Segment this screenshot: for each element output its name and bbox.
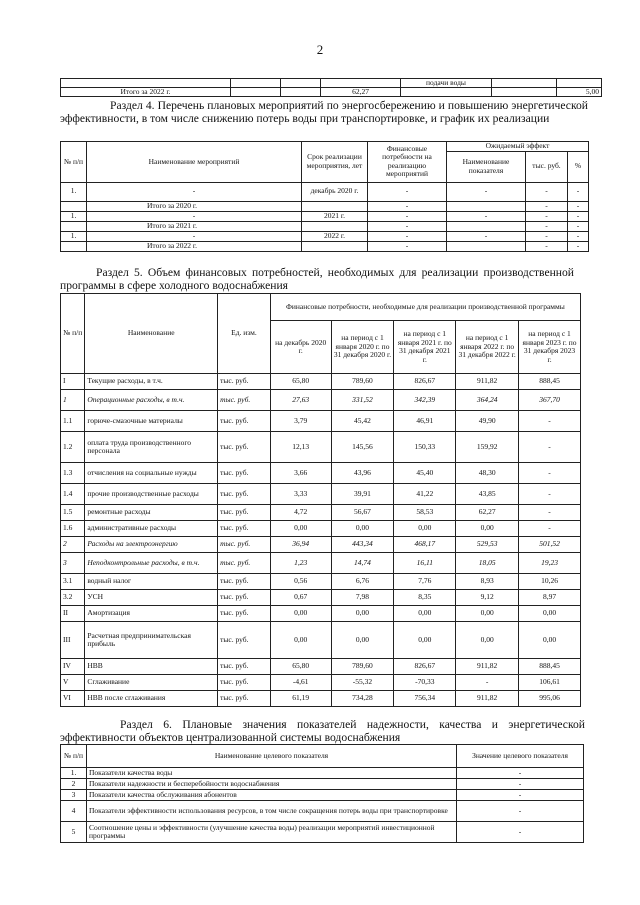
s5-num: 2	[61, 537, 85, 553]
s5-value: 43,96	[331, 463, 394, 484]
s4-num	[61, 201, 87, 211]
s5-name: УСН	[85, 590, 218, 606]
s5-value: 0,00	[331, 606, 394, 622]
s5-num: 1.2	[61, 432, 85, 463]
s5-value: 150,33	[394, 432, 456, 463]
total-last: 5,00	[557, 88, 602, 97]
s5-value: -	[519, 463, 581, 484]
s5-num: VI	[61, 691, 85, 707]
s5-unit: тыс. руб.	[218, 659, 271, 675]
s5-value: 364,24	[456, 390, 519, 411]
s4-pct: -	[568, 201, 589, 211]
s5-value: 911,82	[456, 374, 519, 390]
s5-value: 0,00	[270, 521, 331, 537]
s5-value: 49,90	[456, 411, 519, 432]
s5-value: 0,00	[519, 622, 581, 659]
s4-pct: -	[568, 231, 589, 241]
s4-name: -	[87, 211, 302, 221]
s4-rub: -	[526, 201, 568, 211]
s5-header-p4: на период с 1 января 2022 г. по 31 декабря 2022 г.	[456, 321, 519, 374]
continuation-cell: подачи воды	[401, 79, 492, 88]
s4-name: Итого за 2022 г.	[87, 241, 302, 251]
s5-name: НВВ после сглаживания	[85, 691, 218, 707]
s4-fin: -	[368, 231, 447, 241]
s5-value: 995,06	[519, 691, 581, 707]
s6-name: Показатели качества обслуживания абонентов	[87, 790, 457, 801]
s4-num: 1.	[61, 231, 87, 241]
s5-num: 1.1	[61, 411, 85, 432]
section4-table	[60, 141, 589, 252]
s5-value: 18,05	[456, 553, 519, 574]
table-row	[61, 374, 581, 390]
s4-rub: -	[526, 231, 568, 241]
s5-name: Расчетная предпринимательская прибыль	[85, 622, 218, 659]
section4-title: Раздел 4. Перечень плановых мероприятий по энергосбережению и повышению энергетической эффективности, в том числе снижению потерь воды при транспортировке, и график их реализации	[60, 99, 588, 125]
section5-table	[60, 293, 581, 707]
section6-table	[60, 744, 584, 843]
s5-value: 468,17	[394, 537, 456, 553]
s5-value: 8,35	[394, 590, 456, 606]
table-row	[61, 790, 584, 801]
s4-pct: -	[568, 182, 589, 201]
s4-fin: -	[368, 211, 447, 221]
s5-value: 501,52	[519, 537, 581, 553]
s5-value: 0,00	[456, 622, 519, 659]
s5-header-unit: Ед. изм.	[218, 294, 271, 374]
s6-num: 3	[61, 790, 87, 801]
table-row	[61, 691, 581, 707]
s5-value: 826,67	[394, 374, 456, 390]
s4-term	[302, 201, 368, 211]
s5-value: -	[519, 484, 581, 505]
s5-unit: тыс. руб.	[218, 537, 271, 553]
s5-value: 61,19	[270, 691, 331, 707]
s5-num: 3.2	[61, 590, 85, 606]
s5-num: II	[61, 606, 85, 622]
s5-value: 789,60	[331, 374, 394, 390]
s5-unit: тыс. руб.	[218, 675, 271, 691]
s6-header-name: Наименование целевого показателя	[87, 745, 457, 768]
s5-name: Текущие расходы, в т.ч.	[85, 374, 218, 390]
s4-num	[61, 241, 87, 251]
s5-num: 1.4	[61, 484, 85, 505]
s6-num: 4	[61, 801, 87, 822]
s5-name: оплата труда производственного персонала	[85, 432, 218, 463]
s4-fin: -	[368, 221, 447, 231]
table-row	[61, 574, 581, 590]
s5-value: 46,91	[394, 411, 456, 432]
total-label: Итого за 2022 г.	[61, 88, 231, 97]
s5-value: 0,56	[270, 574, 331, 590]
s5-value: 41,22	[394, 484, 456, 505]
s5-unit: тыс. руб.	[218, 484, 271, 505]
s5-unit: тыс. руб.	[218, 691, 271, 707]
s5-value: 342,39	[394, 390, 456, 411]
table-row	[61, 201, 589, 211]
table-row	[61, 241, 589, 251]
table-row	[61, 675, 581, 691]
s5-value: 43,85	[456, 484, 519, 505]
s5-value: 0,00	[331, 521, 394, 537]
table-row	[61, 768, 584, 779]
s5-unit: тыс. руб.	[218, 463, 271, 484]
s5-value: 0,00	[270, 606, 331, 622]
s5-value: 10,26	[519, 574, 581, 590]
s5-value: 7,98	[331, 590, 394, 606]
s5-value: -4,61	[270, 675, 331, 691]
s5-header-num: № п/п	[61, 294, 85, 374]
s5-value: 888,45	[519, 659, 581, 675]
s4-name: -	[87, 231, 302, 241]
s5-unit: тыс. руб.	[218, 606, 271, 622]
s5-value: 145,56	[331, 432, 394, 463]
s5-value: 888,45	[519, 374, 581, 390]
s5-num: 1.6	[61, 521, 85, 537]
s5-num: I	[61, 374, 85, 390]
table-row	[61, 553, 581, 574]
s5-value: -	[519, 521, 581, 537]
s4-term	[302, 241, 368, 251]
s5-num: V	[61, 675, 85, 691]
s5-value: 6,76	[331, 574, 394, 590]
s6-name: Показатели эффективности использования ресурсов, в том числе сокращения потерь воды при транспортировке	[87, 801, 457, 822]
s5-value: -	[456, 675, 519, 691]
s5-value: 443,34	[331, 537, 394, 553]
s4-term: 2022 г.	[302, 231, 368, 241]
s4-ind: -	[447, 231, 526, 241]
s6-header-num: № п/п	[61, 745, 87, 768]
s5-num: 3.1	[61, 574, 85, 590]
s5-value: 367,70	[519, 390, 581, 411]
table-row	[61, 521, 581, 537]
s5-num: III	[61, 622, 85, 659]
table-row	[61, 801, 584, 822]
s5-header-p5: на период с 1 января 2023 г. по 31 декабря 2023 г.	[519, 321, 581, 374]
s4-ind	[447, 221, 526, 231]
s5-value: 36,94	[270, 537, 331, 553]
s5-value: 12,13	[270, 432, 331, 463]
s5-name: Сглаживание	[85, 675, 218, 691]
s5-value: 9,12	[456, 590, 519, 606]
s5-value: 911,82	[456, 659, 519, 675]
s4-term: 2021 г.	[302, 211, 368, 221]
table-row	[61, 822, 584, 843]
s5-value: 0,00	[331, 622, 394, 659]
s4-fin: -	[368, 182, 447, 201]
s6-value: -	[457, 790, 584, 801]
s4-num: 1.	[61, 211, 87, 221]
table-row	[61, 182, 589, 201]
table-row	[61, 537, 581, 553]
s4-ind	[447, 201, 526, 211]
s5-value: 62,27	[456, 505, 519, 521]
table-row	[61, 779, 584, 790]
section5-title: Раздел 5. Объем финансовых потребностей, необходимых для реализации производственной программы в сфере холодного водоснабжения	[60, 266, 574, 292]
table-row	[61, 590, 581, 606]
s5-value: 3,66	[270, 463, 331, 484]
s5-name: ремонтные расходы	[85, 505, 218, 521]
s5-header-p3: на период с 1 января 2021 г. по 31 декабря 2021 г.	[394, 321, 456, 374]
s5-value: 0,67	[270, 590, 331, 606]
s5-unit: тыс. руб.	[218, 590, 271, 606]
s5-name: отчисления на социальные нужды	[85, 463, 218, 484]
s5-value: -	[519, 505, 581, 521]
s4-header-pct: %	[568, 151, 589, 182]
s4-num: 1.	[61, 182, 87, 201]
s6-value: -	[457, 822, 584, 843]
s5-name: водный налог	[85, 574, 218, 590]
table-row	[61, 622, 581, 659]
s5-value: 106,61	[519, 675, 581, 691]
total-value: 62,27	[321, 88, 401, 97]
s5-value: 45,42	[331, 411, 394, 432]
s5-value: 3,33	[270, 484, 331, 505]
s5-num: IV	[61, 659, 85, 675]
s5-unit: тыс. руб.	[218, 432, 271, 463]
s4-ind	[447, 241, 526, 251]
s4-rub: -	[526, 241, 568, 251]
s5-num: 1	[61, 390, 85, 411]
s5-value: 65,80	[270, 659, 331, 675]
s5-num: 3	[61, 553, 85, 574]
s5-value: -70,33	[394, 675, 456, 691]
s4-name: Итого за 2020 г.	[87, 201, 302, 211]
s5-value: 529,53	[456, 537, 519, 553]
s5-header-p2: на период с 1 января 2020 г. по 31 декабря 2020 г.	[331, 321, 394, 374]
table-row	[61, 411, 581, 432]
s6-num: 5	[61, 822, 87, 843]
table-row	[61, 231, 589, 241]
s6-num: 1.	[61, 768, 87, 779]
table-row	[61, 484, 581, 505]
continuation-table	[60, 78, 602, 97]
s5-value: 756,34	[394, 691, 456, 707]
s5-value: 826,67	[394, 659, 456, 675]
s5-value: 0,00	[394, 521, 456, 537]
s4-name: Итого за 2021 г.	[87, 221, 302, 231]
s5-name: Операционные расходы, в т.ч.	[85, 390, 218, 411]
s5-unit: тыс. руб.	[218, 505, 271, 521]
s5-value: 48,30	[456, 463, 519, 484]
table-row	[61, 211, 589, 221]
s5-name: Неподконтрольные расходы, в т.ч.	[85, 553, 218, 574]
s5-value: 14,74	[331, 553, 394, 574]
s5-value: 45,40	[394, 463, 456, 484]
s4-term: декабрь 2020 г.	[302, 182, 368, 201]
s5-value: 16,11	[394, 553, 456, 574]
s5-name: Амортизация	[85, 606, 218, 622]
s5-value: 8,93	[456, 574, 519, 590]
s6-header-value: Значение целевого показателя	[457, 745, 584, 768]
s5-value: 159,92	[456, 432, 519, 463]
s4-header-term: Срок реализации мероприятия, лет	[302, 142, 368, 183]
s4-header-effect: Ожидаемый эффект	[447, 142, 589, 152]
s4-name: -	[87, 182, 302, 201]
page-number: 2	[316, 42, 324, 57]
s5-num: 1.3	[61, 463, 85, 484]
s5-value: 7,76	[394, 574, 456, 590]
s5-header-group: Финансовые потребности, необходимые для реализации производственной программы	[270, 294, 580, 321]
s5-value: -	[519, 411, 581, 432]
s5-value: 0,00	[394, 606, 456, 622]
table-row	[61, 505, 581, 521]
s4-header-ind: Наименование показателя	[447, 151, 526, 182]
s6-value: -	[457, 801, 584, 822]
s6-name: Показатели надежности и бесперебойности водоснабжения	[87, 779, 457, 790]
s5-value: 56,67	[331, 505, 394, 521]
table-row	[61, 432, 581, 463]
s5-value: 3,79	[270, 411, 331, 432]
s6-value: -	[457, 768, 584, 779]
s5-header-name: Наименование	[85, 294, 218, 374]
table-row	[61, 606, 581, 622]
s4-num	[61, 221, 87, 231]
table-row	[61, 463, 581, 484]
s4-ind: -	[447, 211, 526, 221]
s5-value: 789,60	[331, 659, 394, 675]
s5-value: 8,97	[519, 590, 581, 606]
s5-value: 0,00	[394, 622, 456, 659]
s4-fin: -	[368, 201, 447, 211]
s5-name: административные расходы	[85, 521, 218, 537]
s5-num: 1.5	[61, 505, 85, 521]
s4-rub: -	[526, 221, 568, 231]
s5-unit: тыс. руб.	[218, 411, 271, 432]
s5-name: прочие производственные расходы	[85, 484, 218, 505]
s4-header-name: Наименование мероприятий	[87, 142, 302, 183]
s5-unit: тыс. руб.	[218, 574, 271, 590]
s4-header-rub: тыс. руб.	[526, 151, 568, 182]
s5-unit: тыс. руб.	[218, 622, 271, 659]
table-row	[61, 221, 589, 231]
table-row	[61, 390, 581, 411]
s5-value: 0,00	[270, 622, 331, 659]
s5-value: 65,80	[270, 374, 331, 390]
s5-unit: тыс. руб.	[218, 553, 271, 574]
s5-value: 27,63	[270, 390, 331, 411]
s5-name: НВВ	[85, 659, 218, 675]
s4-rub: -	[526, 182, 568, 201]
s4-ind: -	[447, 182, 526, 201]
s5-name: Расходы на электроэнергию	[85, 537, 218, 553]
s6-name: Соотношение цены и эффективности (улучшение качества воды) реализации мероприятий инвестиционной программы	[87, 822, 457, 843]
s5-value: 1,23	[270, 553, 331, 574]
s5-value: 4,72	[270, 505, 331, 521]
s5-unit: тыс. руб.	[218, 521, 271, 537]
s4-rub: -	[526, 211, 568, 221]
s5-value: 331,52	[331, 390, 394, 411]
s6-name: Показатели качества воды	[87, 768, 457, 779]
s5-value: 58,53	[394, 505, 456, 521]
s4-header-fin: Финансовые потребности на реализацию мероприятий	[368, 142, 447, 183]
s5-value: 39,91	[331, 484, 394, 505]
s6-num: 2	[61, 779, 87, 790]
s6-value: -	[457, 779, 584, 790]
s5-value: 0,00	[456, 606, 519, 622]
s5-value: 911,82	[456, 691, 519, 707]
s4-fin: -	[368, 241, 447, 251]
s4-pct: -	[568, 241, 589, 251]
s5-value: 0,00	[519, 606, 581, 622]
table-row	[61, 659, 581, 675]
s5-unit: тыс. руб.	[218, 374, 271, 390]
s5-header-p1: на декабрь 2020 г.	[270, 321, 331, 374]
section6-title: Раздел 6. Плановые значения показателей надежности, качества и энергетической эффективности объектов централизованной системы водоснабжения	[60, 718, 585, 744]
s5-value: 0,00	[456, 521, 519, 537]
s4-pct: -	[568, 221, 589, 231]
s5-value: -	[519, 432, 581, 463]
s5-name: горюче-смазочные материалы	[85, 411, 218, 432]
s4-header-num: № п/п	[61, 142, 87, 183]
s4-term	[302, 221, 368, 231]
s5-unit: тыс. руб.	[218, 390, 271, 411]
s5-value: 19,23	[519, 553, 581, 574]
s5-value: 734,28	[331, 691, 394, 707]
s5-value: -55,32	[331, 675, 394, 691]
s4-pct: -	[568, 211, 589, 221]
